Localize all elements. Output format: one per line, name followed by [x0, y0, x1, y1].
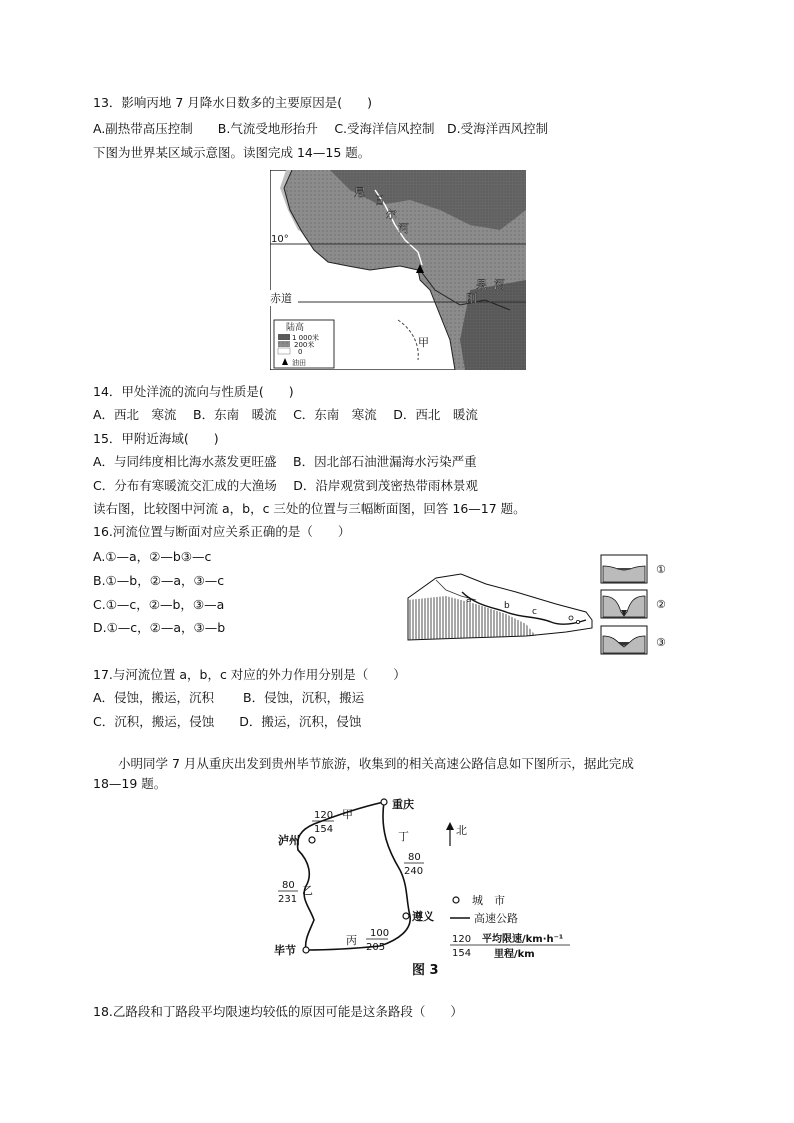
- q16-option-d: D.①—c，②—a，③—b: [93, 620, 226, 635]
- north-label: 北: [456, 824, 467, 837]
- intro-14-15: 下图为世界某区域示意图。读图完成 14—15 题。: [93, 145, 371, 160]
- highway-map-figure3: [270, 790, 590, 980]
- q13-options: A.副热带高压控制 B.气流受地形抬升 C.受海洋信风控制 D.受海洋西风控制: [93, 121, 549, 136]
- city-bijie: 毕节: [274, 944, 296, 957]
- q18-stem: 18.乙路段和丁路段平均限速均较低的原因可能是这条路段（ ）: [93, 1004, 463, 1019]
- congo-label-1: 刚: [466, 292, 477, 305]
- yi-speed: 80: [282, 880, 295, 891]
- segment-jia: 甲: [342, 808, 353, 821]
- legend-speed-num: 120: [452, 934, 472, 945]
- africa-region-map: [270, 170, 526, 370]
- river-pos-b: b: [504, 601, 510, 611]
- q15-options-cd: C．分布有寒暖流交汇成的大渔场 D．沿岸观赏到茂密热带雨林景观: [93, 478, 478, 493]
- q15-stem: 15．甲附近海域( ): [93, 431, 219, 446]
- legend-title: 陆高: [286, 323, 305, 333]
- q17-options-ab: A．侵蚀，搬运，沉积 B．侵蚀，沉积，搬运: [93, 690, 365, 705]
- jia-label: 甲: [418, 336, 429, 349]
- intro-16-17: 读右图，比较图中河流 a，b，c 三处的位置与三幅断面图，回答 16—17 题。: [93, 501, 526, 516]
- q15-options-ab: A．与同纬度相比海水蒸发更旺盛 B．因北部石油泄漏海水污染严重: [93, 454, 477, 469]
- legend-city: 城 市: [472, 894, 505, 907]
- intro-18-19-line1: 小明同学 7 月从重庆出发到贵州毕节旅游，收集到的相关高速公路信息如下图所示，据此完成: [118, 756, 634, 771]
- river-pos-a: a: [466, 595, 472, 605]
- jia-km: 154: [314, 824, 334, 835]
- niger-label-3: 尔: [386, 208, 397, 221]
- segment-yi: 乙: [302, 884, 313, 897]
- cross-sections: [600, 554, 680, 658]
- section-3-label: ③: [656, 636, 666, 649]
- city-zunyi: 遵义: [412, 910, 434, 923]
- city-luzhou: 泸州: [278, 834, 300, 847]
- legend-road: 高速公路: [474, 912, 518, 925]
- segment-ding: 丁: [398, 830, 409, 843]
- bing-speed: 100: [370, 928, 390, 939]
- niger-label-4: 河: [398, 222, 409, 235]
- q17-stem: 17.与河流位置 a，b，c 对应的外力作用分别是（ ）: [93, 667, 406, 682]
- ding-speed: 80: [408, 852, 421, 863]
- legend-0: 0: [298, 348, 303, 356]
- q16-option-a: A.①—a，②—b③—c: [93, 549, 212, 564]
- jia-speed: 120: [314, 810, 334, 821]
- legend-1000: 1 000米: [292, 334, 320, 342]
- yi-km: 231: [278, 894, 298, 905]
- niger-label-2: 日: [374, 194, 385, 207]
- q16-option-b: B.①—b，②—a，③—c: [93, 573, 225, 588]
- segment-bing: 丙: [346, 934, 357, 947]
- river-pos-c: c: [532, 607, 537, 617]
- legend-200: 200米: [294, 341, 315, 349]
- lat-10-label: 10°: [271, 234, 289, 245]
- figure3-caption: 图 3: [412, 963, 439, 978]
- bing-km: 205: [366, 942, 386, 953]
- legend-oil: 油田: [292, 359, 306, 367]
- congo-label-2: 果: [476, 278, 487, 291]
- niger-label-1: 尼: [354, 186, 365, 199]
- q16-stem: 16.河流位置与断面对应关系正确的是（ ）: [93, 524, 351, 539]
- section-1-label: ①: [656, 563, 666, 576]
- river-block-diagram: [406, 570, 596, 642]
- equator-label: 赤道: [270, 290, 298, 306]
- ding-km: 240: [404, 866, 424, 877]
- legend-speed-label: 平均限速/km·h⁻¹: [482, 934, 564, 945]
- legend-km-num: 154: [452, 948, 472, 959]
- q17-options-cd: C．沉积，搬运，侵蚀 D．搬运，沉积，侵蚀: [93, 714, 362, 729]
- legend-km-label: 里程/km: [494, 949, 535, 960]
- q14-stem: 14．甲处洋流的流向与性质是( ): [93, 384, 294, 399]
- congo-label-3: 河: [494, 278, 505, 291]
- q14-options: A．西北 寒流 B．东南 暖流 C．东南 寒流 D．西北 暖流: [93, 407, 478, 422]
- city-chongqing: 重庆: [392, 798, 414, 811]
- intro-18-19-line2: 18—19 题。: [93, 776, 167, 791]
- q16-option-c: C.①—c，②—b，③—a: [93, 597, 225, 612]
- section-2-label: ②: [656, 598, 666, 611]
- q13-stem: 13．影响丙地 7 月降水日数多的主要原因是( ): [93, 95, 373, 110]
